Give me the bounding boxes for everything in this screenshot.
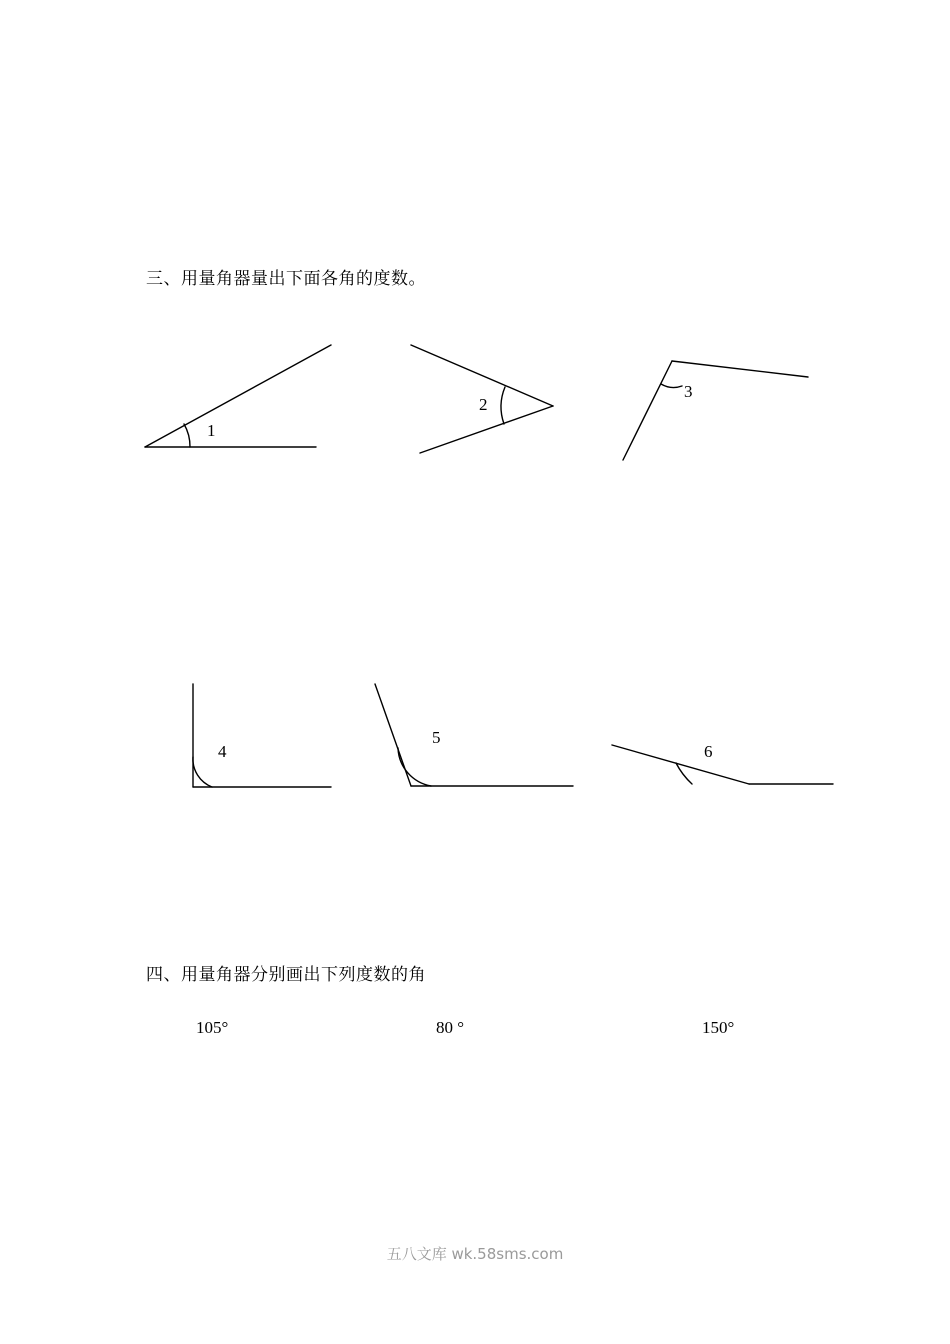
angle-figure-1 xyxy=(145,345,331,447)
angle-label-2: 2 xyxy=(479,395,488,414)
draw-angle-value-3: 150° xyxy=(702,1018,735,1037)
angle-figure-5 xyxy=(375,684,573,786)
angle-label-6: 6 xyxy=(704,742,713,761)
angle-figure-4 xyxy=(193,684,331,787)
footer-watermark: 五八文库 wk.58sms.com xyxy=(386,1245,564,1263)
section-heading-4: 四、用量角器分别画出下列度数的角 xyxy=(146,965,426,985)
angle-figure-6 xyxy=(612,745,833,784)
angle-label-3: 3 xyxy=(684,382,693,401)
angle-label-1: 1 xyxy=(207,421,216,440)
angle-label-5: 5 xyxy=(432,728,441,747)
angle-label-4: 4 xyxy=(218,742,227,761)
section-heading-3: 三、用量角器量出下面各角的度数。 xyxy=(146,269,426,289)
draw-angle-value-2: 80 ° xyxy=(436,1018,465,1037)
draw-angle-list xyxy=(0,1018,950,1048)
draw-angle-value-1: 105° xyxy=(196,1018,229,1037)
angle-figure-3 xyxy=(623,361,808,460)
